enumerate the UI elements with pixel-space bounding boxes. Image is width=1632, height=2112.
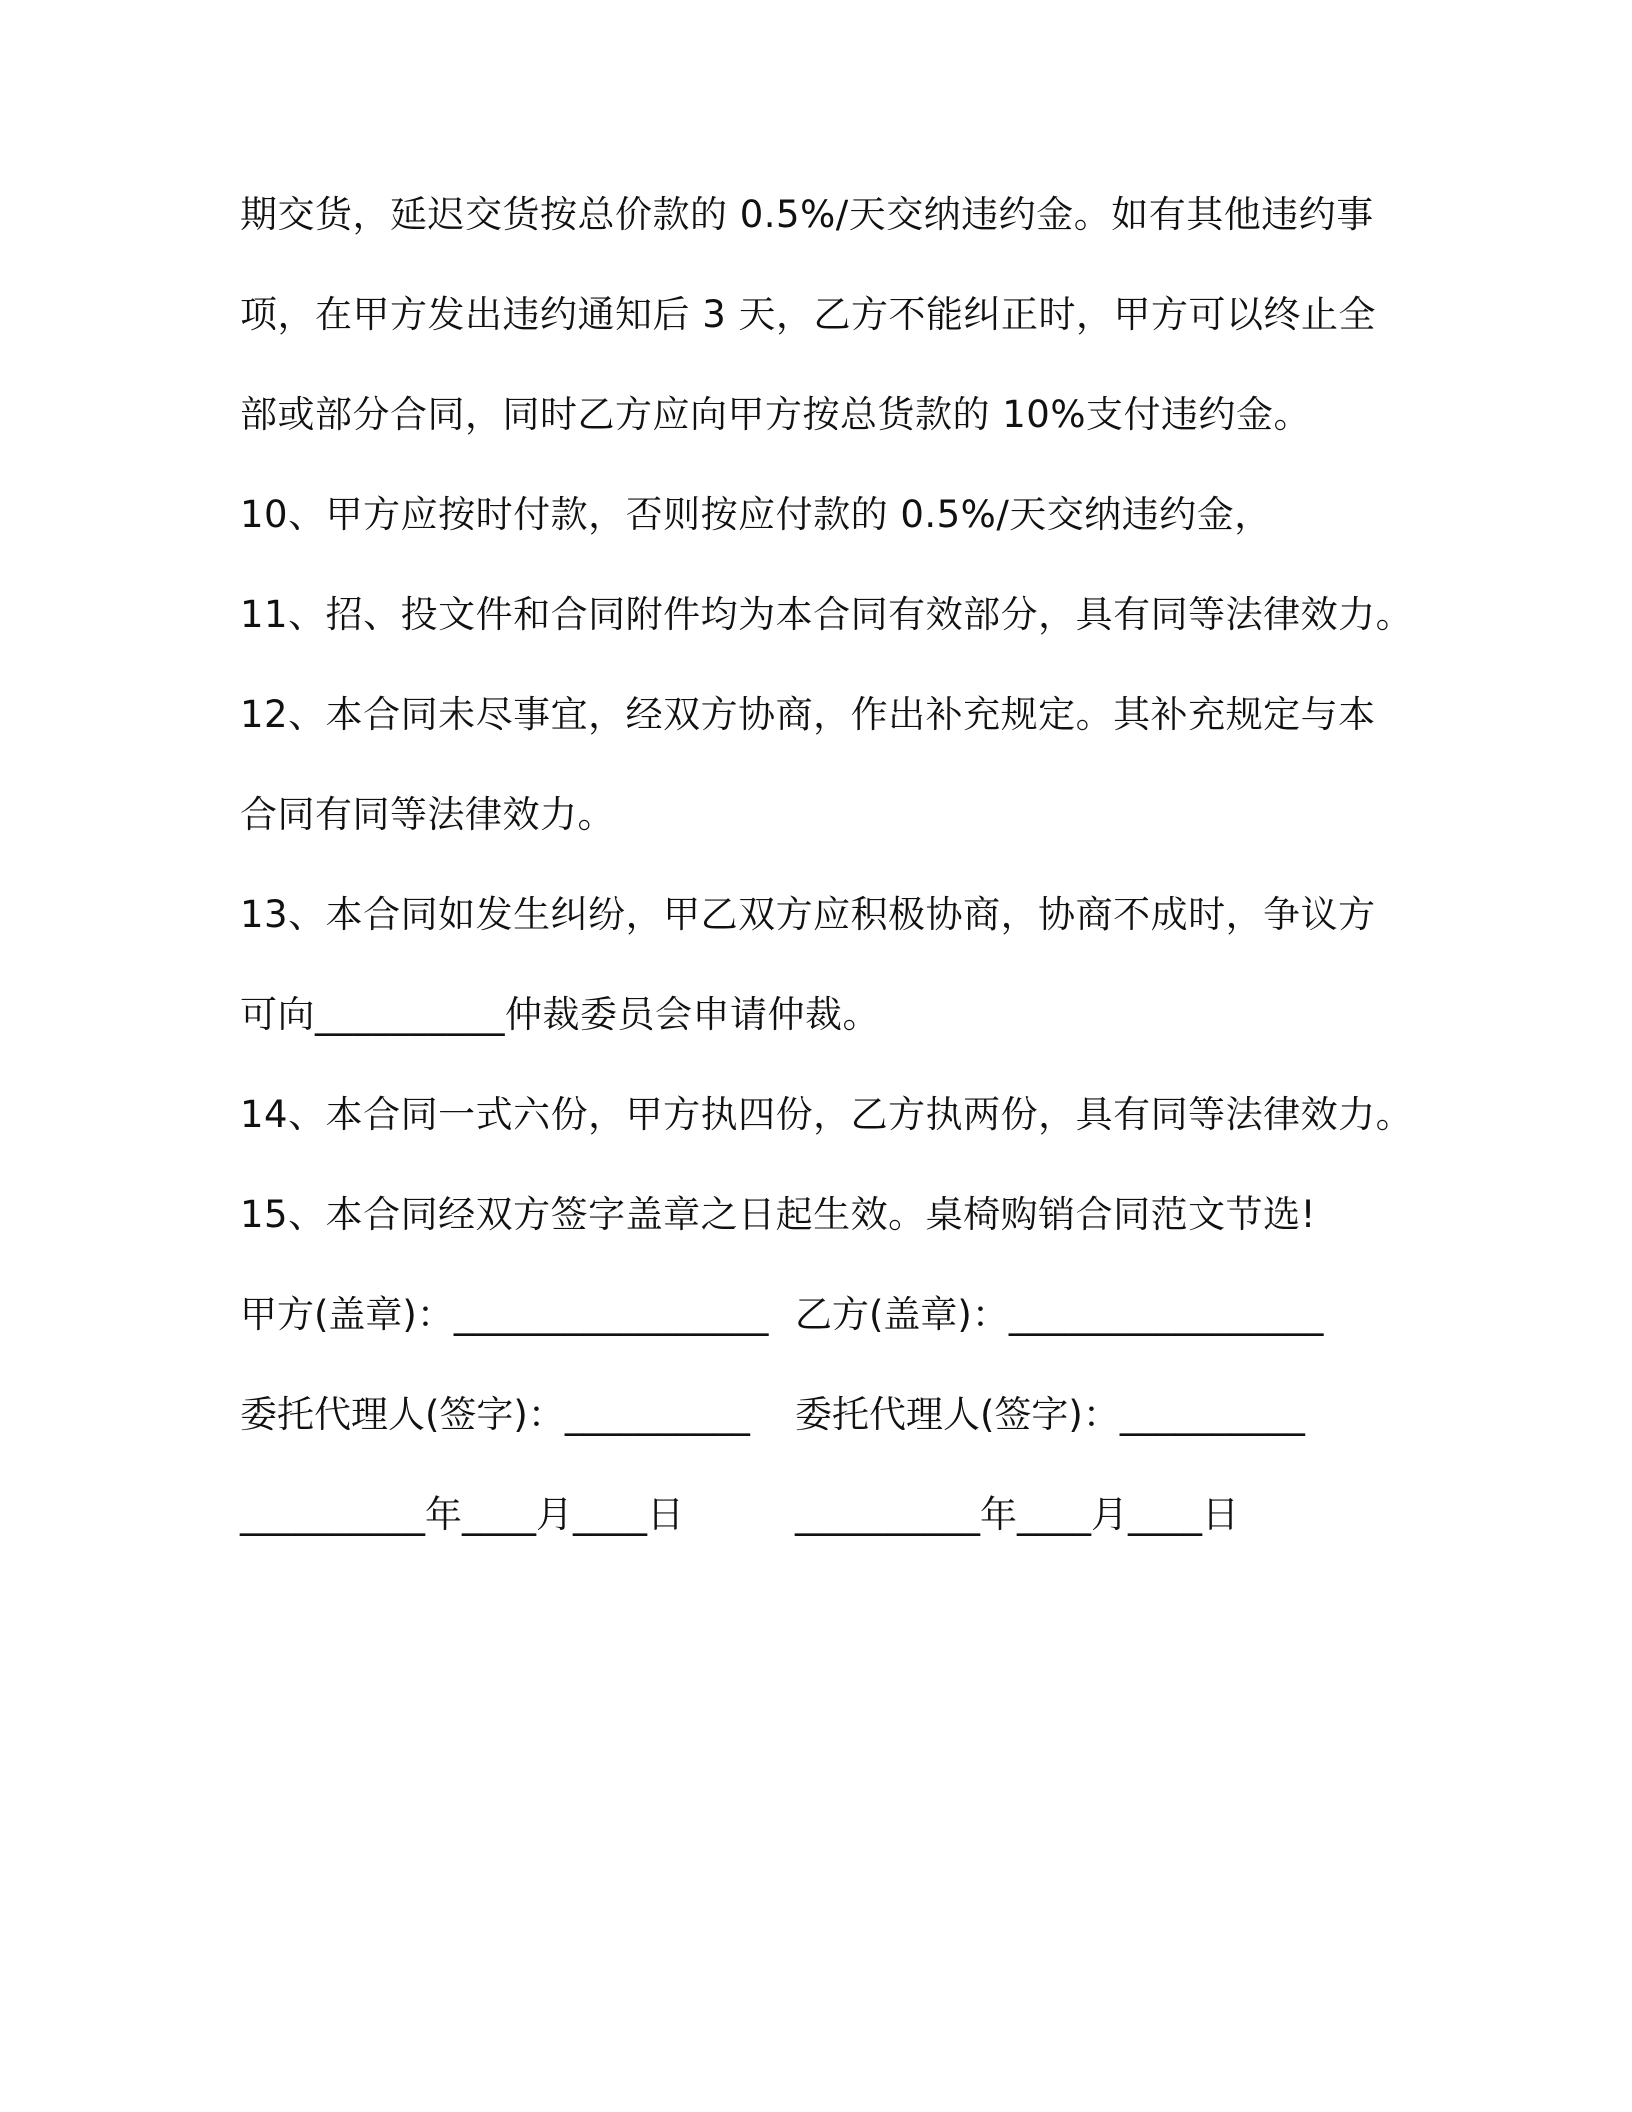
- seal-row: [240, 1290, 1390, 1340]
- paragraph-line: 部或部分合同，同时乙方应向甲方按总货款的 10%支付违约金。: [240, 393, 1311, 436]
- party-a-agent-field: 委托代理人(签字)：__________: [240, 1393, 750, 1436]
- date-row: [240, 1490, 1390, 1540]
- party-b-seal-field: 乙方(盖章)：_________________: [795, 1293, 1324, 1336]
- clause-13-continued: 可向__________仲裁委员会申请仲裁。: [240, 993, 880, 1036]
- party-b-agent-field: 委托代理人(签字)：__________: [795, 1393, 1305, 1436]
- clause-14: 14、本合同一式六份，甲方执四份，乙方执两份，具有同等法律效力。: [240, 1093, 1414, 1136]
- party-a-seal-field: 甲方(盖章)：_________________: [240, 1293, 769, 1336]
- party-b-date-field: __________年____月____日: [795, 1493, 1239, 1536]
- clause-15: 15、本合同经双方签字盖章之日起生效。桌椅购销合同范文节选!: [240, 1193, 1316, 1236]
- clause-13: 13、本合同如发生纠纷，甲乙双方应积极协商，协商不成时，争议方: [240, 893, 1376, 936]
- clause-12: 12、本合同未尽事宜，经双方协商，作出补充规定。其补充规定与本: [240, 693, 1376, 736]
- paragraph-line: 项，在甲方发出违约通知后 3 天，乙方不能纠正时，甲方可以终止全: [240, 293, 1377, 336]
- clause-12-continued: 合同有同等法律效力。: [240, 793, 615, 836]
- agent-row: [240, 1390, 1390, 1440]
- party-a-date-field: __________年____月____日: [240, 1493, 684, 1536]
- clause-10: 10、甲方应按时付款，否则按应付款的 0.5%/天交纳违约金，: [240, 493, 1272, 536]
- clause-11: 11、招、投文件和合同附件均为本合同有效部分，具有同等法律效力。: [240, 593, 1414, 636]
- paragraph-line: 期交货，延迟交货按总价款的 0.5%/天交纳违约金。如有其他违约事: [240, 193, 1374, 236]
